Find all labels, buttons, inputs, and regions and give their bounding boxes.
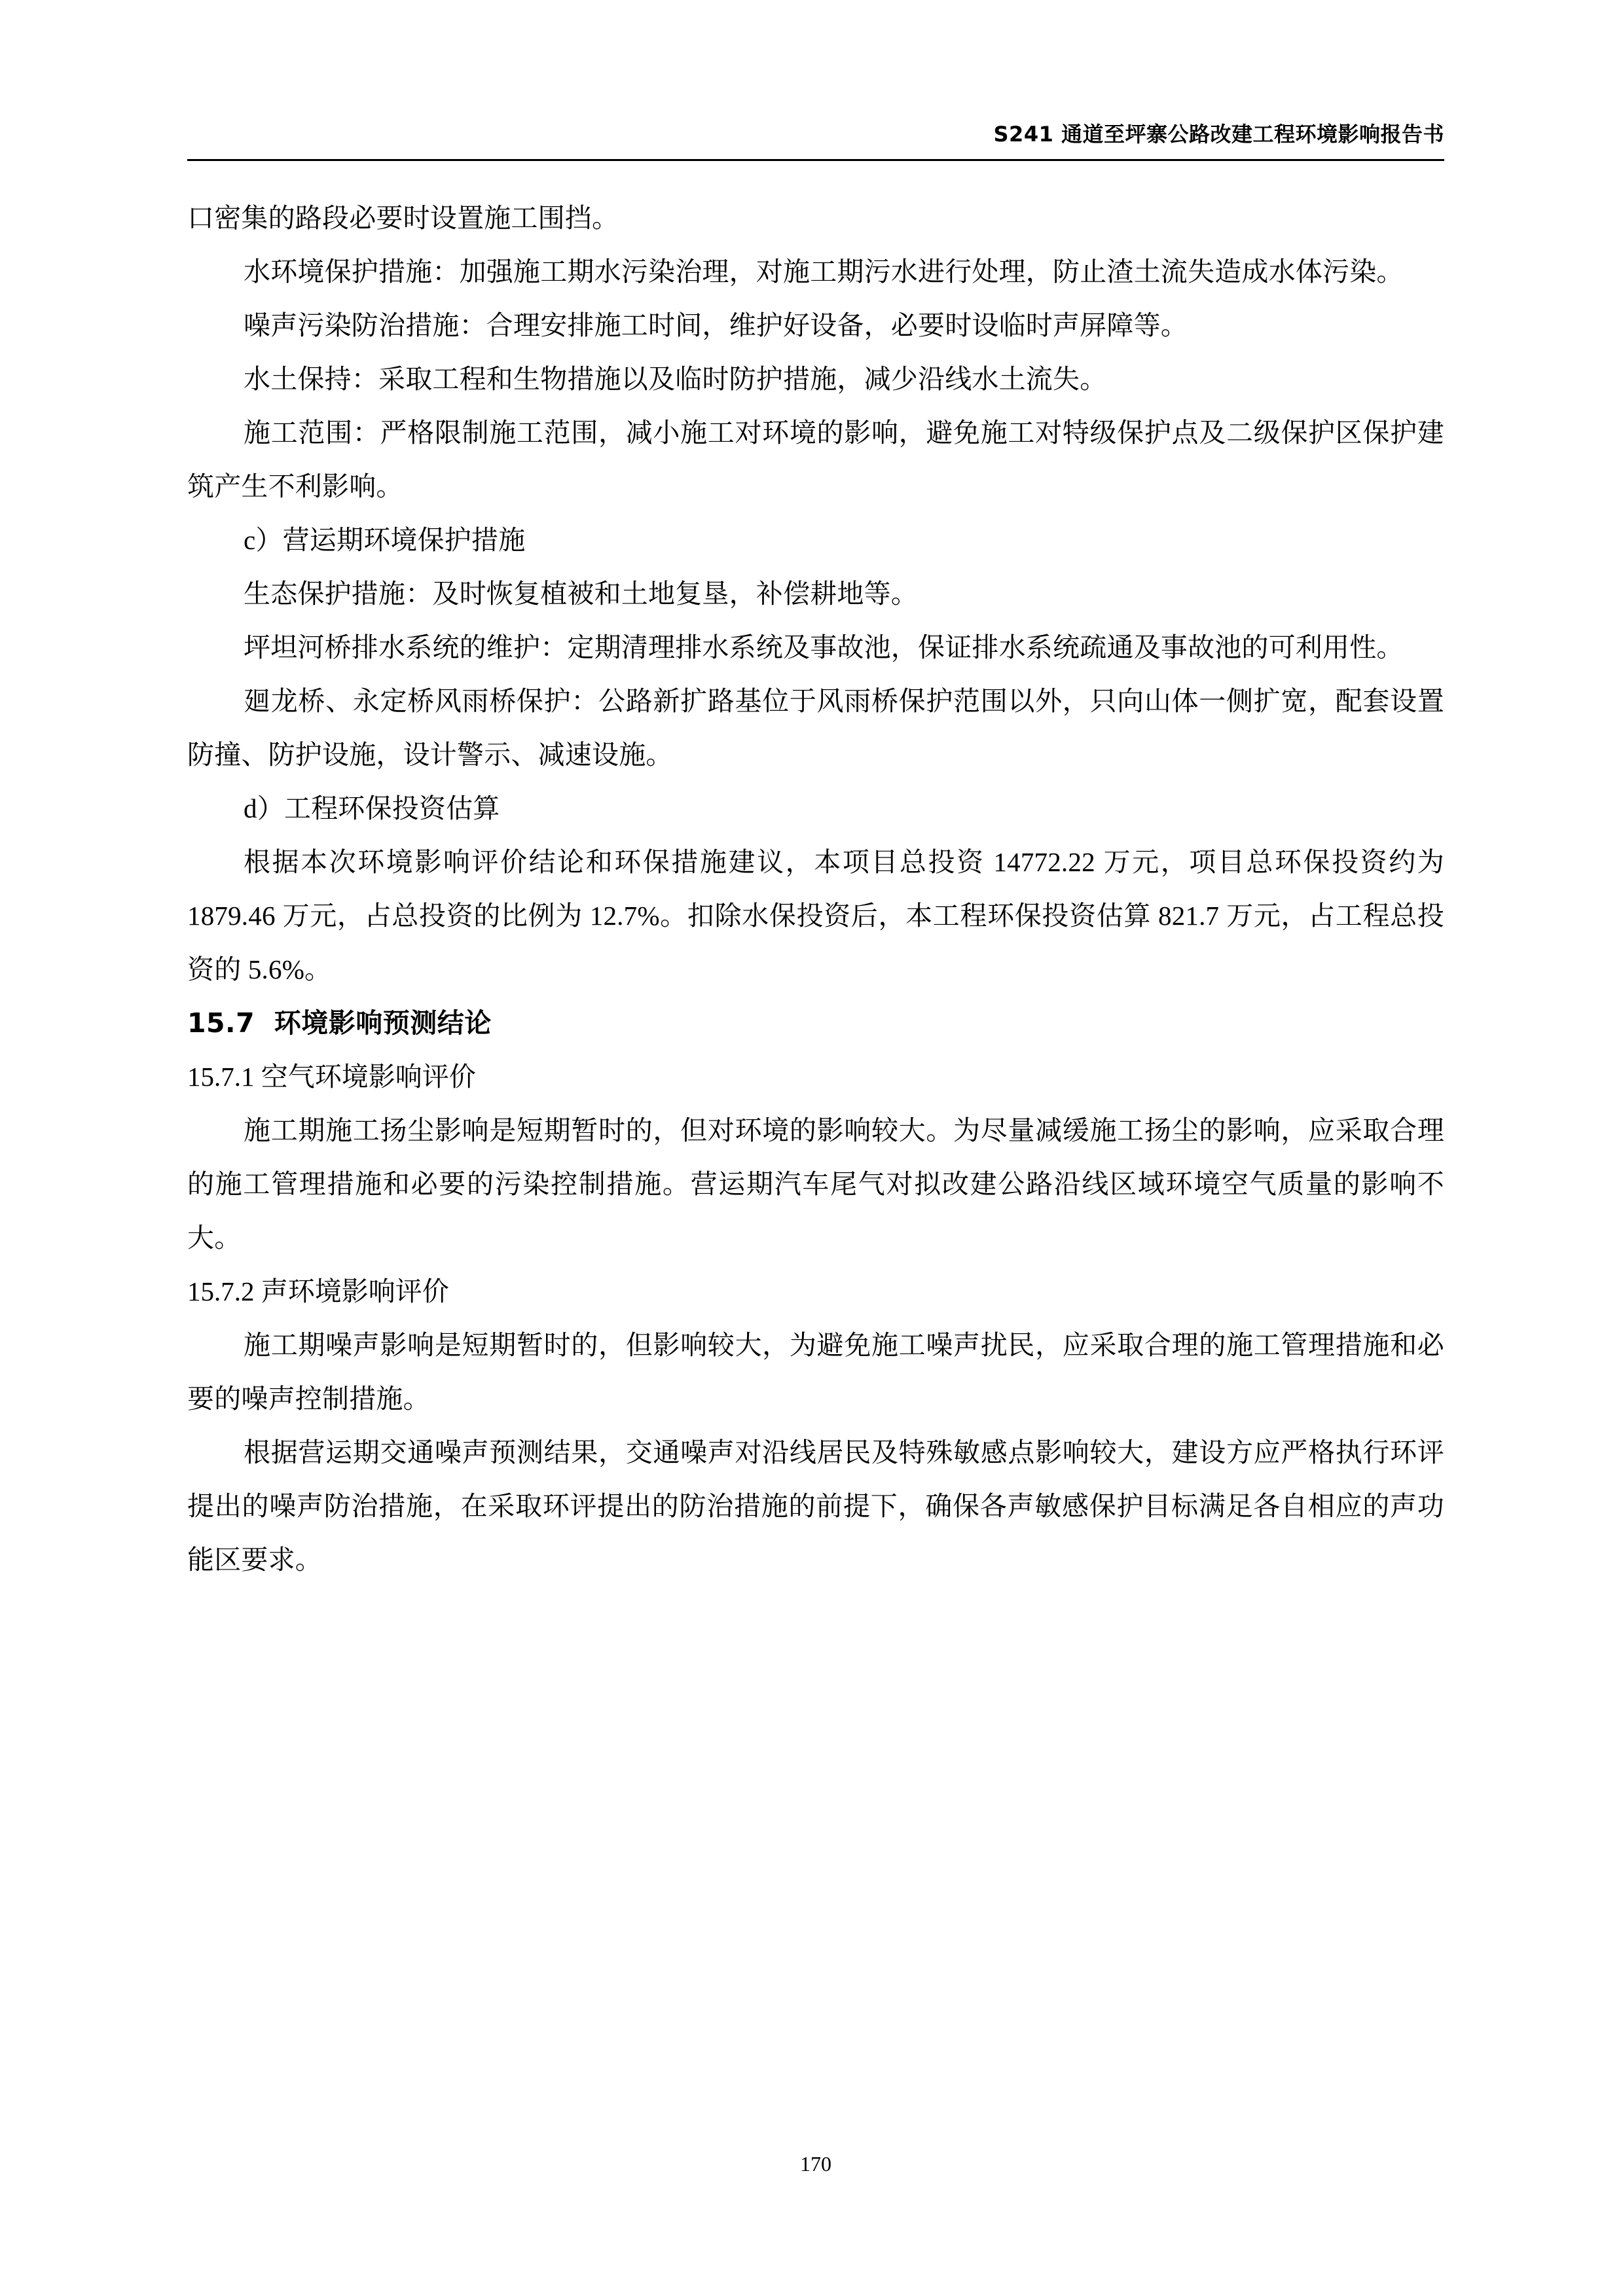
- paragraph-ecology-protection: 生态保护措施：及时恢复植被和土地复垦，补偿耕地等。: [244, 579, 918, 609]
- section-title: 环境影响预测结论: [274, 1007, 492, 1039]
- paragraph-soil-water-conservation: 水土保持：采取工程和生物措施以及临时防护措施，减少沿线水土流失。: [244, 364, 1107, 394]
- page-content-area: [187, 0, 1444, 2296]
- paragraph-noise-impact-construction: 施工期噪声影响是短期暂时的，但影响较大，为避免施工噪声扰民，应采取合理的施工管理措施和必要的噪声控制措施。: [187, 1330, 1444, 1414]
- paragraph-bridge-protection: 廻龙桥、永定桥风雨桥保护：公路新扩路基位于风雨桥保护范围以外，只向山体一侧扩宽，配套设置防撞、防护设施，设计警示、减速设施。: [187, 686, 1444, 770]
- paragraph-noise-control: 噪声污染防治措施：合理安排施工时间，维护好设备，必要时设临时声屏障等。: [244, 310, 1188, 340]
- paragraph-construction-scope: 施工范围：严格限制施工范围，减小施工对环境的影响，避免施工对特级保护点及二级保护区保护建筑产生不利影响。: [187, 418, 1444, 501]
- subsection-heading-noise-impact: 15.7.2 声环境影响评价: [187, 1276, 449, 1306]
- paragraph-item-d-heading: d）工程环保投资估算: [244, 793, 500, 823]
- page-number-footer: 170: [800, 2152, 831, 2176]
- paragraph-continued-line: 口密集的路段必要时设置施工围挡。: [187, 203, 619, 233]
- document-body: [187, 191, 1444, 1587]
- section-number: 15.7: [187, 1007, 255, 1039]
- paragraph-investment-estimate: 根据本次环境影响评价结论和环保措施建议，本项目总投资 14772.22 万元，项目总环保投资约为 1879.46 万元，占总投资的比例为 12.7%。扣除水保投资后，本工程环保投资估算 821.7 万元，占工程总投资的 5.6%。: [187, 847, 1444, 984]
- paragraph-noise-impact-operation: 根据营运期交通噪声预测结果，交通噪声对沿线居民及特殊敏感点影响较大，建设方应严格执行环评提出的噪声防治措施，在采取环评提出的防治措施的前提下，确保各声敏感保护目标满足各自相应的声功能区要求。: [187, 1437, 1444, 1575]
- page-header-title: S241 通道至坪寨公路改建工程环境影响报告书: [993, 122, 1444, 147]
- paragraph-item-c-heading: c）营运期环境保护措施: [244, 525, 526, 555]
- section-heading: [187, 996, 1444, 1050]
- paragraph-air-impact-body: 施工期施工扬尘影响是短期暂时的，但对环境的影响较大。为尽量减缓施工扬尘的影响，应采取合理的施工管理措施和必要的污染控制措施。营运期汽车尾气对拟改建公路沿线区域环境空气质量的影响不大。: [187, 1115, 1444, 1253]
- header-divider: [187, 159, 1444, 161]
- subsection-heading-air-impact: 15.7.1 空气环境影响评价: [187, 1062, 476, 1092]
- paragraph-water-protection: 水环境保护措施：加强施工期水污染治理，对施工期污水进行处理，防止渣土流失造成水体污染。: [244, 257, 1404, 287]
- paragraph-drainage-maintenance: 坪坦河桥排水系统的维护：定期清理排水系统及事故池，保证排水系统疏通及事故池的可利用性。: [244, 632, 1404, 662]
